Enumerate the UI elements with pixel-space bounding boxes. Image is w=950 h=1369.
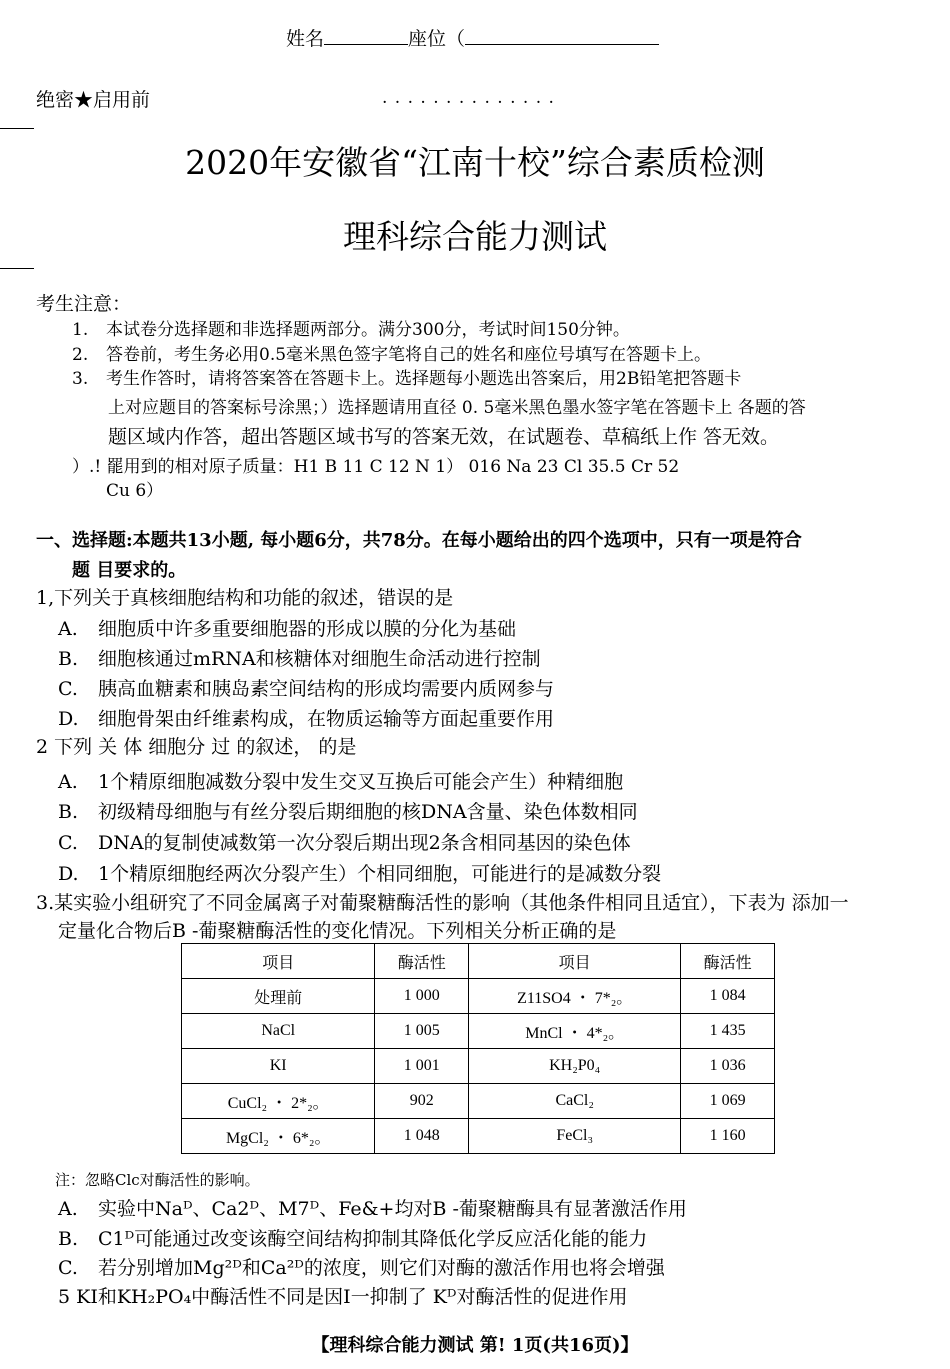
option-label: B. — [58, 1228, 79, 1250]
option-label: D. — [58, 863, 79, 885]
table-header-row — [182, 944, 775, 979]
seat-blank[interactable] — [465, 26, 659, 45]
margin-rule-top — [0, 128, 34, 129]
table-cell: 1 069 — [681, 1084, 775, 1119]
notice-item-continued: 上对应题目的答案标号涂黑；）选择题请用直径 0. 5毫米黑色墨水签字笔在答题卡上 各题的答 — [108, 398, 806, 418]
option-text: 细胞质中许多重要细胞器的形成以膜的分化为基础 — [98, 618, 517, 640]
table-cell: 1 001 — [375, 1049, 469, 1084]
table-cell: MgCl₂ ・ 6*₂。 — [182, 1119, 375, 1154]
option-text: 1个精原细胞经两次分裂产生）个相同细胞，可能进行的是减数分裂 — [98, 863, 662, 885]
name-label: 姓名 — [286, 28, 325, 50]
table-cell: 1 084 — [681, 979, 775, 1014]
table-cell: 1 048 — [375, 1119, 469, 1154]
question-3-option[interactable] — [58, 1194, 687, 1221]
table-cell: CuCl₂ ・ 2*₂。 — [182, 1084, 375, 1119]
secret-mark: 绝密★启用前 — [36, 89, 151, 111]
table-row — [182, 1084, 775, 1119]
page-title: 2020年安徽省“江南十校”综合素质检测 — [185, 143, 765, 182]
dotted-separator: . . . . . . . . . . . . . . — [382, 88, 555, 108]
option-label: A. — [58, 618, 78, 640]
option-label: D. — [58, 708, 79, 730]
table-cell: KI — [182, 1049, 375, 1084]
table-header-cell: 酶活性 — [375, 944, 469, 979]
option-text: 初级精母细胞与有丝分裂后期细胞的核DNA含量、染色体数相同 — [98, 801, 638, 823]
atomic-mass-note-continued: Cu 6） — [106, 481, 164, 501]
table-cell: NaCl — [182, 1014, 375, 1049]
table-cell: FeCl₃ — [469, 1119, 681, 1154]
option-label: C. — [58, 1257, 78, 1279]
question-1-option[interactable] — [58, 644, 541, 671]
notice-item — [72, 340, 711, 365]
notice-item-num: 2. — [72, 345, 89, 365]
page-subtitle: 理科综合能力测试 — [343, 217, 607, 256]
option-label: C. — [58, 832, 78, 854]
option-text: 细胞骨架由纤维素构成，在物质运输等方面起重要作用 — [98, 708, 555, 730]
name-seat-line — [286, 24, 659, 51]
option-label: C. — [58, 678, 78, 700]
table-row — [182, 1049, 775, 1084]
notice-item-text: 本试卷分选择题和非选择题两部分。满分300分，考试时间150分钟。 — [106, 320, 630, 340]
table-cell: CaCl₂ — [469, 1084, 681, 1119]
page-footer: 【理科综合能力测试 第! 1页(共16页)】 — [311, 1335, 639, 1356]
table-cell: 处理前 — [182, 979, 375, 1014]
section-heading-continued: 题 目要求的。 — [72, 560, 187, 581]
question-2-option[interactable] — [58, 828, 631, 855]
option-text: 胰高血糖素和胰岛素空间结构的形成均需要内质网参与 — [98, 678, 555, 700]
table-cell: KH₂P0₄ — [469, 1049, 681, 1084]
notice-item — [72, 364, 741, 389]
table-cell: 902 — [375, 1084, 469, 1119]
notice-item-text: 考生作答时，请将答案答在答题卡上。选择题每小题选出答案后，用2B铅笔把答题卡 — [106, 369, 742, 389]
question-1-stem: 1,下列关于真核细胞结构和功能的叙述，错误的是 — [36, 587, 454, 609]
question-3-option[interactable] — [58, 1253, 665, 1280]
table-header-cell: 项目 — [182, 944, 375, 979]
option-text: 若分别增加Mg²ᴰ和Ca²ᴰ的浓度，则它们对酶的激活作用也将会增强 — [98, 1257, 665, 1279]
notice-item-num: 1. — [72, 320, 89, 340]
table-header-cell: 项目 — [469, 944, 681, 979]
notice-item-num: 3. — [72, 369, 89, 389]
question-3-option[interactable]: 5 KI和KH₂PO₄中酶活性不同是因I一抑制了 Kᴰ对酶活性的促进作用 — [58, 1286, 628, 1308]
table-row — [182, 1014, 775, 1049]
option-text: 实验中Naᴰ、Ca2ᴰ、M7ᴰ、Fe&+均对B -葡聚糖酶具有显著激活作用 — [98, 1198, 687, 1220]
name-blank[interactable] — [324, 26, 408, 45]
table-cell: 1 036 — [681, 1049, 775, 1084]
option-label: A. — [58, 1198, 78, 1220]
notice-item — [72, 315, 630, 340]
table-cell: 1 000 — [375, 979, 469, 1014]
table-cell: 1 435 — [681, 1014, 775, 1049]
table-note: 注：忽略Clc对酶活性的影响。 — [55, 1171, 260, 1189]
question-2-stem: 2 下列 关 体 细胞分 过 的叙述， 的是 — [36, 736, 357, 758]
atomic-mass-note: ）.! 罷用到的相对原子质量：H1 B 11 C 12 N 1） 016 Na 23 Cl 35.5 Cr 52 — [72, 457, 680, 477]
table-cell: 1 005 — [375, 1014, 469, 1049]
notice-heading: 考生注意： — [36, 293, 132, 315]
option-text: 1个精原细胞减数分裂中发生交叉互换后可能会产生）种精细胞 — [98, 771, 624, 793]
option-text: C1ᴰ可能通过改变该酶空间结构抑制其降低化学反应活化能的能力 — [98, 1228, 648, 1250]
question-2-option[interactable] — [58, 859, 661, 886]
table-cell: 1 160 — [681, 1119, 775, 1154]
table-cell: MnCl ・ 4*₂。 — [469, 1014, 681, 1049]
option-text: DNA的复制使减数第一次分裂后期出现2条含相同基因的染色体 — [98, 832, 631, 854]
question-3-stem: 3.某实验小组研究了不同金属离子对葡聚糖酶活性的影响（其他条件相同且适宜），下表为 添加一 — [36, 892, 849, 914]
table-cell: Z11SO4 ・ 7*₂。 — [469, 979, 681, 1014]
table-row — [182, 979, 775, 1014]
question-3-stem-continued: 定量化合物后B -葡聚糖酶活性的变化情况。下列相关分析正确的是 — [58, 920, 617, 942]
question-2-option[interactable] — [58, 767, 623, 794]
notice-item-continued: 题区域内作答，超出答题区域书写的答案无效，在试题卷、草稿纸上作 答无效。 — [108, 426, 780, 448]
question-1-option[interactable] — [58, 674, 554, 701]
option-label: B. — [58, 801, 79, 823]
question-3-option[interactable] — [58, 1224, 647, 1251]
table-header-cell: 酶活性 — [681, 944, 775, 979]
question-1-option[interactable] — [58, 614, 516, 641]
option-label: B. — [58, 648, 79, 670]
question-2-option[interactable] — [58, 797, 638, 824]
enzyme-activity-table — [181, 943, 775, 1154]
option-text: 细胞核通过mRNA和核糖体对细胞生命活动进行控制 — [98, 648, 541, 670]
question-1-option[interactable] — [58, 704, 554, 731]
section-heading: 一、选择题:本题共13小题, 每小题6分，共78分。在每小题给出的四个选项中，只有一项是符合 — [36, 530, 802, 551]
table-row — [182, 1119, 775, 1154]
margin-rule-bottom — [0, 268, 34, 269]
notice-item-text: 答卷前，考生务必用0.5毫米黑色签字笔将自己的姓名和座位号填写在答题卡上。 — [106, 345, 712, 365]
option-label: A. — [58, 771, 78, 793]
seat-label: 座位（ — [408, 28, 466, 50]
